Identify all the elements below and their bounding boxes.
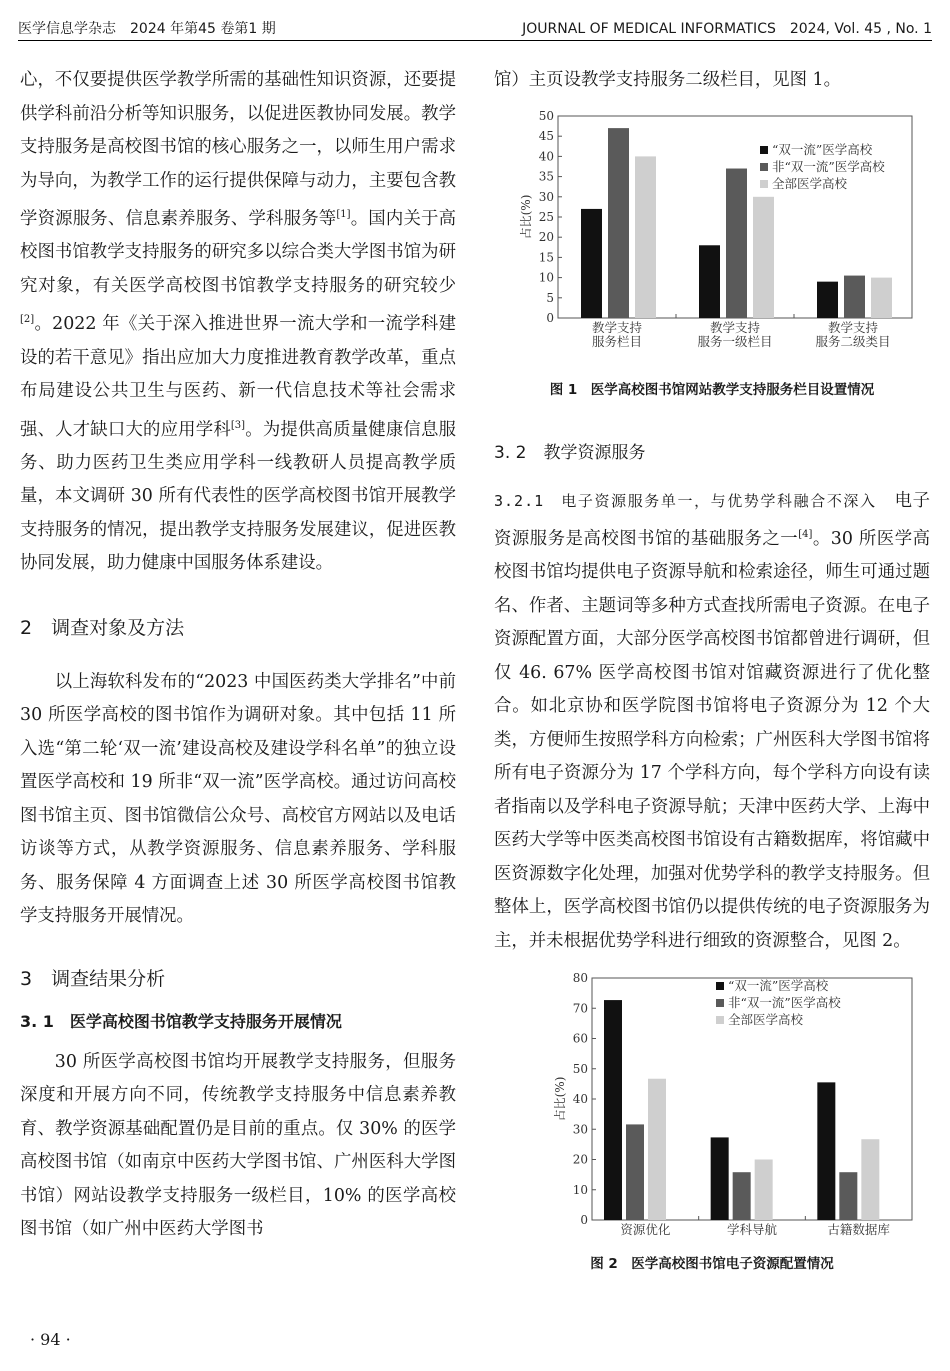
bar: [817, 1083, 835, 1221]
y-tick-label: 45: [538, 128, 554, 143]
bar: [726, 168, 747, 317]
section-3-1-paragraph: 30 所医学高校图书馆均开展教学支持服务，但服务深度和开展方向不同，传统教学支持服务中信息素养教育、教学资源基础配置仍是目前的重点。仅 30% 的医学高校图书馆（如南京中医药大学图书馆、广州医科大学图书馆）网站设教学支持服务一级栏目，10% 的医学高校图书馆（如广州中医药大学图书: [20, 1051, 456, 1240]
legend-label: “双一流”医学高校: [772, 141, 873, 157]
bar: [844, 275, 865, 317]
section-2-paragraph: 以上海软科发布的“2023 中国医药类大学排名”中前 30 所医学高校的图书馆作为调研对象。其中包括 11 所入选“第二轮‘双一流’建设高校及建设学科名单”的独立设置医学高校和 19 所非“双一流”医学高校。通过访问高校图书馆主页、图书馆微信公众号、高校官方网站以及电话访谈等方式，从教学资源服务、信息素养服务、学科服务、服务保障 4 方面调查上述 30 所医学高校图书馆教学支持服务开展情况。: [20, 671, 456, 927]
intro-text-3: 。2022 年《关于深入推进世界一流大学和一流学科建设的若干意见》指出应加大力度推进教育教学改革，重点布局建设公共卫生与医药、新一代信息技术等社会需求强、人才缺口大的应用学科: [20, 314, 456, 440]
x-tick-label: 服务二级类目: [815, 333, 891, 349]
x-tick-label: 服务一级栏目: [697, 333, 773, 349]
x-tick-label: 服务栏目: [591, 333, 643, 349]
bar: [871, 277, 892, 317]
y-tick-label: 10: [538, 270, 554, 285]
figure-1-chart: [494, 108, 930, 370]
left-column: [20, 64, 456, 1247]
legend-label: 非“双一流”医学高校: [728, 995, 841, 1011]
bar: [608, 128, 629, 318]
y-tick-label: 50: [572, 1062, 588, 1077]
legend-label: 全部医学高校: [772, 175, 848, 191]
y-tick-label: 70: [572, 1001, 588, 1016]
bar: [626, 1125, 644, 1221]
citation-3: [3]: [230, 419, 246, 431]
bar: [699, 245, 720, 318]
right-column: [494, 64, 930, 1272]
citation-2: [2]: [20, 314, 35, 326]
bar: [817, 281, 838, 317]
y-tick-label: 15: [538, 249, 554, 264]
bar: [711, 1138, 729, 1221]
bar: [648, 1079, 666, 1220]
y-tick-label: 0: [546, 310, 554, 325]
bar: [635, 156, 656, 318]
legend-swatch: [760, 163, 768, 171]
section-3-1-heading: 3. 1 医学高校图书馆教学支持服务开展情况: [20, 1011, 342, 1031]
legend-swatch: [716, 982, 724, 990]
x-tick-label: 教学支持: [827, 319, 879, 335]
y-tick-label: 50: [538, 108, 554, 123]
legend-label: 非“双一流”医学高校: [772, 158, 885, 174]
y-axis-label: 占比(%): [519, 194, 533, 239]
right-top-paragraph: 馆）主页设教学支持服务二级栏目，见图 1。: [494, 70, 842, 90]
y-tick-label: 25: [538, 209, 554, 224]
y-tick-label: 30: [572, 1122, 588, 1137]
y-axis-label: 占比(%): [553, 1076, 567, 1122]
section-3-2-1-paragraph: [494, 485, 930, 959]
intro-text-4: 。为提供高质量健康信息服务、助力医药卫生类应用学科一线教研人员提高教学质量，本文调研 30 所有代表性的医学高校图书馆开展教学支持服务的情况，提出教学支持服务发展建议，促进医教协同发展，助力健康中国服务体系建设。: [20, 419, 456, 574]
section-3-heading: 3 调查结果分析: [20, 967, 166, 990]
bar: [755, 1160, 773, 1221]
legend-label: 全部医学高校: [728, 1012, 804, 1028]
y-tick-label: 20: [572, 1152, 588, 1167]
y-tick-label: 0: [580, 1213, 588, 1228]
section-3-2-1-text-2: 。30 所医学高校图书馆均提供电子资源导航和检索途径，师生可通过题名、作者、主题词等多种方式查找所需电子资源。在电子资源配置方面，大部分医学高校图书馆都曾进行调研，但仅 46. 67% 医学高校图书馆对馆藏资源进行了优化整合。如北京协和医学院图书馆将电子资源分为 12 个大类，方便师生按照学科方向检索；广州医科大学图书馆将所有电子资源分为 17 个学科方向，每个学科方向设有读者指南以及学科电子资源导航；天津中医药大学、上海中医药大学等中医类高校图书馆设有古籍数据库，将馆藏中医资源数字化处理，加强对优势学科的教学支持服务。但整体上，医学高校图书馆仍以提供传统的电子资源服务为主，并未根据优势学科进行细致的资源整合，见图 2。: [494, 528, 930, 951]
running-header: [18, 12, 932, 41]
bar: [604, 1000, 622, 1220]
legend-swatch: [760, 146, 768, 154]
y-tick-label: 80: [572, 972, 588, 986]
y-tick-label: 20: [538, 229, 554, 244]
journal-issue-cn: 医学信息学杂志 2024 年第45 卷第1 期: [18, 21, 276, 37]
figure-2-chart: [494, 972, 930, 1244]
y-tick-label: 40: [572, 1092, 588, 1107]
x-tick-label: 教学支持: [591, 319, 643, 335]
bar: [733, 1173, 751, 1221]
y-tick-label: 35: [538, 169, 554, 184]
figure-2-caption: 图 2 医学高校图书馆电子资源配置情况: [590, 1256, 834, 1273]
bar: [581, 208, 602, 317]
bar: [839, 1173, 857, 1221]
page-number: · 94 ·: [30, 1330, 71, 1349]
legend-swatch: [716, 999, 724, 1007]
x-tick-label: 资源优化: [620, 1222, 671, 1238]
y-tick-label: 40: [538, 148, 554, 163]
y-tick-label: 60: [572, 1031, 588, 1046]
citation-1: [1]: [336, 209, 351, 220]
section-3-2-1-heading: 3.2.1 电子资源服务单一，与优势学科融合不深入: [494, 491, 877, 510]
section-3-2-heading: 3. 2 教学资源服务: [494, 442, 646, 463]
y-tick-label: 5: [546, 290, 554, 305]
citation-4: [4]: [798, 529, 813, 540]
x-tick-label: 教学支持: [709, 319, 761, 335]
bar: [753, 196, 774, 317]
legend-label: “双一流”医学高校: [728, 978, 829, 994]
intro-text-2: 。国内关于高校图书馆教学支持服务的研究多以综合类大学图书馆为研究对象，有关医学高校图书馆教学支持服务的研究较少: [20, 208, 456, 296]
journal-issue-en: JOURNAL OF MEDICAL INFORMATICS 2024, Vol. 45 , No. 1: [522, 21, 932, 37]
legend-swatch: [760, 180, 768, 188]
y-tick-label: 10: [572, 1183, 588, 1198]
intro-paragraph: [20, 64, 456, 581]
figure-2: [494, 972, 930, 1272]
x-tick-label: 学科导航: [726, 1222, 778, 1238]
bar: [861, 1140, 879, 1221]
intro-text-1: 心，不仅要提供医学教学所需的基础性知识资源，还要提供学科前沿分析等知识服务，以促进医教协同发展。教学支持服务是高校图书馆的核心服务之一，以师生用户需求为导向，为教学工作的运行提供保障与动力，主要包含教学资源服务、信息素养服务、学科服务等: [20, 70, 456, 229]
section-2-heading: 2 调查对象及方法: [20, 616, 185, 639]
legend-swatch: [716, 1016, 724, 1024]
figure-1-caption: 图 1 医学高校图书馆网站教学支持服务栏目设置情况: [549, 381, 875, 398]
figure-1: [494, 108, 930, 398]
section-3-2-1-text-1: 电子资源服务是高校图书馆的基础服务之一: [494, 490, 930, 549]
x-tick-label: 古籍数据库: [827, 1222, 890, 1238]
y-tick-label: 30: [538, 189, 554, 204]
